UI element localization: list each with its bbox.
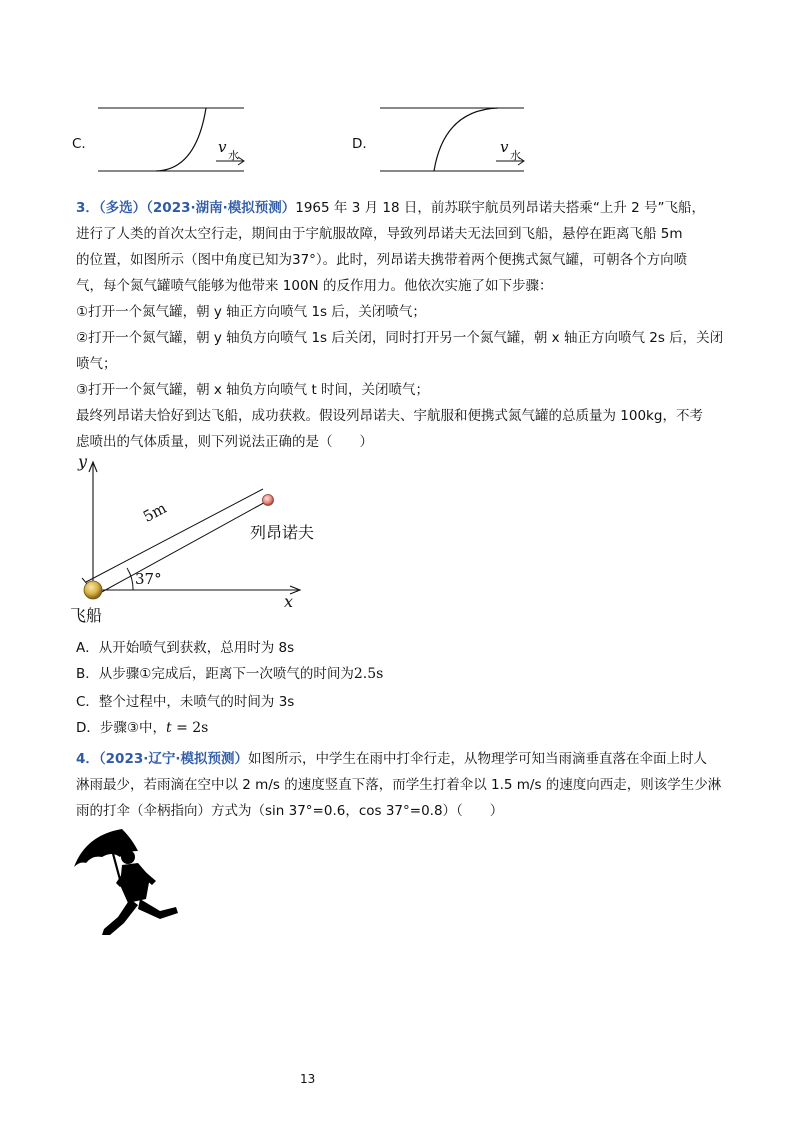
ship-icon [84, 581, 102, 599]
q3-step-3: ③打开一个氮气罐，朝 x 轴负方向喷气 t 时间，关闭喷气； [76, 382, 430, 398]
q3-step-1: ①打开一个氮气罐，朝 y 轴正方向喷气 1s 后，关闭喷气； [76, 304, 426, 320]
q3-option-d-text: D．步骤③中， [76, 720, 166, 736]
option-d-figure [378, 100, 538, 180]
q3-option-b [76, 664, 383, 684]
angle-label: 37° [135, 570, 162, 588]
q3-text-line: 进行了人类的首次太空行走，期间由于宇航服故障，导致列昂诺夫无法回到飞船，悬停在距离飞船 5m [76, 226, 683, 242]
q4-text-line: 雨的打伞（伞柄指向）方式为（sin 37°=0.6，cos 37°=0.8）（ ） [76, 803, 504, 819]
q3-first-line [76, 198, 705, 218]
q3-text-line: 的位置，如图所示（图中角度已知为37°）。此时，列昂诺夫携带着两个便携式氮气罐，可朝各个方向喷 [76, 252, 688, 268]
q3-text-line: 气，每个氮气罐喷气能够为他带来 100N 的反作用力。他依次实施了如下步骤： [76, 278, 553, 294]
q3-text-line: 虑喷出的气体质量，则下列说法正确的是（ ） [76, 434, 373, 450]
q3-option-c: C．整个过程中，未喷气的时间为 3s [76, 694, 295, 710]
option-d-v: v [500, 138, 509, 156]
q4-number: 4． [76, 751, 99, 767]
q4-first-line [76, 749, 707, 769]
q3-text-line: 最终列昂诺夫恰好到达飞船，成功获救。假设列昂诺夫、宇航服和便携式氮气罐的总质量为 100kg，不考 [76, 408, 703, 424]
q4-text-line: 淋雨最少，若雨滴在空中以 2 m/s 的速度竖直下落，而学生打着伞以 1.5 m/s 的速度向西走，则该学生少淋 [76, 777, 722, 793]
option-c-figure [96, 100, 256, 180]
distance-label: 5m [140, 498, 170, 526]
q3-option-b-text: B．从步骤①完成后，距离下一次喷气的时间为 [76, 666, 354, 682]
q4-source: （2023·辽宁·模拟预测） [98, 751, 248, 767]
umbrella-student-figure [72, 825, 182, 940]
option-c-v-subscript: 水 [228, 149, 239, 162]
person-icon [263, 495, 274, 506]
q3-option-d-math-t: t [166, 720, 172, 736]
q3-step-2: ②打开一个氮气罐，朝 y 轴负方向喷气 1s 后关闭，同时打开另一个氮气罐，朝 x 轴正方向喷气 2s 后，关闭 [76, 330, 724, 346]
person-label: 列昂诺夫 [250, 523, 315, 542]
option-d-v-subscript: 水 [510, 149, 521, 162]
ship-label: 飞船 [70, 606, 103, 625]
q3-number: 3． [76, 200, 99, 216]
q3-text-line: 1965 年 3 月 18 日，前苏联宇航员列昂诺夫搭乘“上升 2 号”飞船， [295, 200, 705, 216]
option-c-v: v [218, 138, 227, 156]
q3-option-d-math-rest: = 2s [171, 720, 209, 736]
option-c-label: C. [72, 136, 86, 152]
q3-step-2-cont: 喷气； [76, 356, 117, 372]
q3-option-d [76, 718, 208, 738]
q4-text-line: 如图所示，中学生在雨中打伞行走，从物理学可知当雨滴垂直落在伞面上时人 [248, 751, 707, 767]
q3-option-a: A．从开始喷气到获救，总用时为 8s [76, 640, 295, 656]
q3-option-b-math: 2.5s [353, 666, 384, 682]
option-d-label: D. [352, 136, 367, 152]
q3-multi-tag: （多选） [98, 200, 147, 216]
x-axis-label: x [284, 592, 294, 611]
y-axis-label: y [78, 452, 88, 471]
page-number: 13 [300, 1072, 316, 1086]
q3-source: （2023·湖南·模拟预测） [146, 200, 296, 216]
